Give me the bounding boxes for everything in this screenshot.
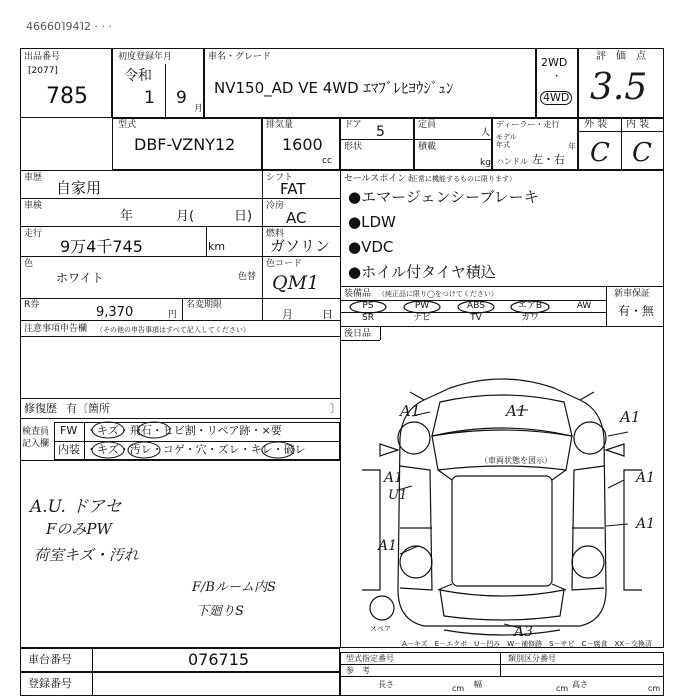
width-unit: cm: [556, 684, 569, 693]
notes-label: 注意事項申告欄: [24, 324, 88, 334]
int-label: 内 装: [626, 119, 650, 130]
damage-mark: A1: [636, 516, 656, 532]
equip-airbag: エアB: [517, 301, 543, 311]
color-code-label: 色コード: [266, 259, 303, 269]
cap-unit: 人: [481, 128, 491, 138]
recycle-label: R券: [24, 300, 40, 310]
reg-label: 初度登録年月: [118, 52, 173, 62]
length-label: 長さ: [378, 680, 394, 689]
damage-mark: A1: [384, 470, 404, 486]
doors-value: 5: [376, 124, 385, 140]
drive-2wd: 2WD: [541, 56, 568, 69]
equip-sub: （純正品に限り◯をつけてください）: [378, 290, 498, 298]
sales-label: セールスポイント: [344, 174, 416, 184]
handle-label: ハンドル: [496, 157, 528, 166]
cap-label: 定員: [418, 120, 437, 130]
sales-sub: （正常に機能するものに限ります）: [404, 175, 516, 183]
registration-label: 登録番号: [28, 677, 72, 690]
damage-mark: A3: [514, 624, 534, 640]
dealer-label: ディーラー・走行: [496, 120, 560, 129]
hand-note-3: 荷室キズ・汚れ: [34, 546, 139, 564]
damage-mark: A1: [400, 402, 421, 420]
sales-item: ●エマージェンシーブレーキ: [348, 188, 539, 206]
handle-value: 左・右: [532, 153, 565, 166]
model-label: 型式: [118, 120, 137, 130]
lot-label: 出品番号: [24, 52, 61, 62]
load-label: 積載: [418, 142, 437, 152]
sales-item: ●LDW: [348, 213, 396, 231]
repair-close: 〕: [330, 402, 341, 415]
shift-label: シフト: [266, 173, 294, 183]
lot-sub: [2077]: [28, 66, 58, 76]
inspector-row1: ・キズ・飛石・ヒビ割・リペア跡・×要: [86, 424, 282, 437]
usage-value: 自家用: [56, 179, 102, 197]
repair-value: 有〔箇所: [66, 402, 110, 415]
disp-unit: cc: [322, 156, 332, 166]
reg-month: 9: [176, 88, 187, 108]
damage-mark: U1: [388, 488, 408, 503]
length-unit: cm: [452, 684, 465, 693]
equip-ps: PS: [362, 301, 374, 311]
height-label: 高さ: [572, 680, 588, 689]
height-unit: cm: [648, 684, 661, 693]
int-value: C: [632, 138, 652, 168]
model-value: DBF-VZNY12: [134, 135, 236, 154]
disp-value: 1600: [282, 135, 323, 154]
doors-label: ドア: [344, 120, 362, 130]
equip-aw: AW: [576, 301, 592, 311]
equip-label: 装備品: [344, 289, 372, 299]
ac-value: AC: [286, 209, 307, 227]
recycle-value: 9,370: [96, 305, 134, 320]
warranty-value: 有・無: [618, 304, 655, 318]
top-strip: 46660Ί94Ί2 · · ·: [26, 20, 112, 33]
score-value: 3.5: [590, 67, 648, 108]
equip-tv: TV: [470, 313, 482, 323]
rear-label: 後日品: [344, 329, 372, 339]
equip-circles: [340, 298, 610, 314]
class-label: 類別区分番号: [508, 654, 556, 663]
inspector-row2: ・キズ・汚レ・コゲ・穴・ズレ・キレ・破レ: [86, 443, 306, 456]
type-label: 型式指定番号: [346, 654, 394, 663]
drive-dot: ・: [552, 72, 562, 82]
reg-era: 令和: [124, 68, 152, 84]
score-label: 評 価 点: [596, 51, 646, 62]
damage-mark: A1: [620, 408, 641, 426]
inspector-label1: 検査員: [22, 427, 50, 437]
shift-value: FAT: [280, 180, 306, 198]
inspection-day: 日): [234, 209, 253, 224]
sales-item: ●VDC: [348, 238, 394, 256]
load-unit: kg: [480, 158, 491, 168]
equip-abs: ABS: [467, 301, 485, 311]
warranty-label: 新車保証: [614, 289, 651, 299]
ref-label: 参 考: [346, 666, 370, 675]
name-label: 車名・グレード: [208, 52, 272, 62]
ac-label: 冷房: [266, 201, 285, 211]
sales-item: ●ホイル付タイヤ積込: [348, 263, 496, 281]
inspector-row1-head: FW: [60, 424, 78, 437]
shape-label: 形状: [344, 142, 363, 152]
drive-4wd: 4WD: [540, 91, 572, 105]
fuel-value: ガソリン: [270, 237, 331, 255]
diagram-header: （車両状態を図示）: [480, 456, 552, 465]
repair-label: 修復歴: [24, 402, 57, 415]
damage-mark: A1: [636, 470, 656, 486]
inspector-label2: 記入欄: [22, 439, 50, 449]
reg-month-unit: 月: [194, 104, 204, 114]
equip-leather: カワ: [520, 313, 539, 323]
hand-note-5: 下廻りS: [196, 604, 244, 619]
hand-note-1: A.U. ドアセ: [30, 497, 122, 517]
dealer-model-year: モデル 年式: [496, 133, 517, 149]
color-change-label: 色替: [238, 272, 257, 282]
damage-legend: A－キズ E－エクボ U－凹み W－補修跡 S－サビ C－腐食 XX－交換済: [402, 640, 653, 648]
car-name: NV150_AD VE 4WD ｴﾏﾌﾞﾚﾋﾖｳｼﾞｭﾝ: [214, 79, 454, 97]
damage-mark: A1: [378, 538, 398, 554]
name-change-label: 名変期限: [186, 300, 223, 310]
chassis-value: 076715: [188, 650, 250, 669]
equip-navi: ナビ: [412, 313, 431, 323]
inspector-circles: [86, 420, 346, 462]
equip-sr: SR: [362, 313, 374, 323]
lot-number: 785: [46, 84, 88, 109]
color-value: ホワイト: [56, 271, 104, 285]
equip-pw: PW: [414, 301, 430, 311]
name-change-month: 月: [282, 308, 293, 321]
chassis-label: 車台番号: [28, 653, 72, 666]
mileage-unit: km: [208, 240, 226, 253]
ext-value: C: [590, 138, 610, 168]
width-label: 幅: [474, 680, 482, 689]
inspection-month: 月(: [176, 209, 195, 224]
notes-sub: （その他の申告事項はすべて記入してください）: [96, 326, 250, 334]
hand-note-4: F/Bルーム内S: [192, 580, 276, 595]
hand-note-2: FのみPW: [46, 520, 112, 538]
fuel-label: 燃料: [266, 229, 285, 239]
usage-label: 車歴: [24, 173, 43, 183]
name-change-day: 日: [322, 308, 333, 321]
dealer-year-unit: 年: [568, 142, 576, 151]
color-label: 色: [24, 259, 34, 269]
sales-list: [348, 186, 539, 283]
inspection-label: 車検: [24, 201, 43, 211]
mileage-label: 走行: [24, 229, 43, 239]
recycle-unit: 円: [168, 310, 178, 320]
disp-label: 排気量: [266, 120, 294, 130]
inspection-year: 年: [120, 209, 134, 224]
damage-mark: A1: [506, 402, 527, 420]
spare-label: スペア: [370, 625, 391, 633]
ext-label: 外 装: [584, 119, 608, 130]
reg-year: 1: [144, 88, 155, 108]
color-code-value: QM1: [272, 272, 320, 294]
mileage-value: 9万4千745: [60, 237, 143, 256]
inspector-row2-head: 内装: [58, 443, 80, 456]
